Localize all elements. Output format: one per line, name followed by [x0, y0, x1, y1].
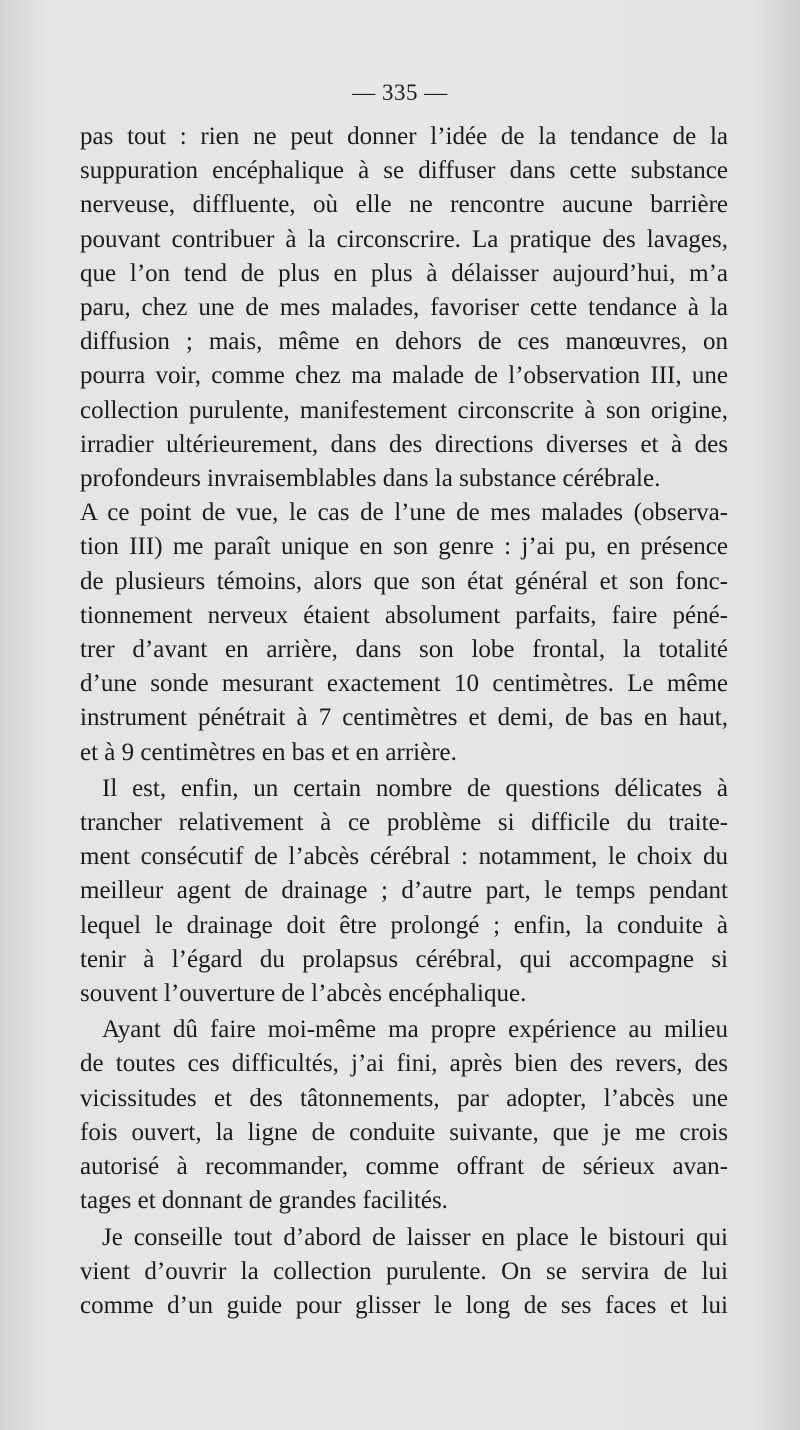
text-line: collection purulente, manifestement circonscrite à son origine,: [80, 396, 728, 424]
paragraph-2: [80, 772, 728, 1011]
text-line: comme d’un guide pour glisser le long de ses faces et lui: [80, 1291, 728, 1319]
text-line: vient d’ouvrir la collection purulente. On se servira de lui: [80, 1257, 728, 1285]
text-line: pouvant contribuer à la circonscrire. La pratique des lavages,: [80, 225, 728, 253]
text-line: souvent l’ouverture de l’abcès encéphalique.: [80, 980, 527, 1008]
text-line: suppuration encéphalique à se diffuser dans cette substance: [80, 157, 728, 185]
text-line: diffusion ; mais, même en dehors de ces manœuvres, on: [80, 328, 728, 356]
text-line: tionnement nerveux étaient absolument parfaits, faire péné-: [80, 601, 728, 629]
text-line: pourra voir, comme chez ma malade de l’observation III, une: [80, 362, 728, 390]
text-line: trer d’avant en arrière, dans son lobe frontal, la totalité: [80, 636, 728, 664]
text-line: pas tout : rien ne peut donner l’idée de la tendance de la: [80, 123, 728, 150]
text-line: fois ouvert, la ligne de conduite suivante, que je me crois: [80, 1118, 728, 1146]
text-line: lequel le drainage doit être prolongé ; enfin, la conduite à: [80, 911, 728, 939]
text-line: autorisé à recommander, comme offrant de sérieux avan-: [80, 1153, 728, 1181]
text-line: que l’on tend de plus en plus à délaisser aujourd’hui, m’a: [80, 259, 728, 287]
text-line: profondeurs invraisemblables dans la substance cérébrale.: [80, 465, 661, 493]
text-line: et à 9 centimètres en bas et en arrière.: [80, 738, 457, 766]
text-line: Il est, enfin, un certain nombre de questions délicates à: [102, 774, 728, 802]
text-line: nerveuse, diffluente, où elle ne rencontre aucune barrière: [80, 191, 728, 219]
text-line: ment consécutif de l’abcès cérébral : notamment, le choix du: [80, 843, 728, 871]
text-line: irradier ultérieurement, dans des directions diverses et à des: [80, 430, 728, 458]
page-number: — 335 —: [352, 80, 448, 105]
text-line: de plusieurs témoins, alors que son état général et son fonc-: [80, 567, 728, 595]
text-line: trancher relativement à ce problème si difficile du traite-: [80, 809, 728, 837]
text-line: tion III) me paraît unique en son genre : j’ai pu, en présence: [80, 533, 728, 561]
paragraph-1: [80, 120, 728, 770]
text-line: vicissitudes et des tâtonnements, par adopter, l’abcès une: [80, 1084, 728, 1112]
text-line: instrument pénétrait à 7 centimètres et demi, de bas en haut,: [80, 704, 728, 732]
body-text: [80, 120, 728, 1323]
paragraph-4: [80, 1221, 728, 1324]
text-line: de toutes ces difficultés, j’ai fini, après bien des revers, des: [80, 1050, 728, 1078]
text-line: Ayant dû faire moi-même ma propre expérience au milieu: [102, 1016, 728, 1044]
text-line: tenir à l’égard du prolapsus cérébral, qui accompagne si: [80, 945, 728, 973]
paragraph-3: [80, 1013, 728, 1218]
text-line: meilleur agent de drainage ; d’autre part, le temps pendant: [80, 877, 728, 905]
text-line: Je conseille tout d’abord de laisser en place le bistouri qui: [102, 1223, 728, 1251]
text-line: d’une sonde mesurant exactement 10 centimètres. Le même: [80, 670, 728, 698]
text-line: tages et donnant de grandes facilités.: [80, 1187, 448, 1215]
text-line: A ce point de vue, le cas de l’une de mes malades (observa-: [80, 499, 728, 527]
text-line: paru, chez une de mes malades, favoriser cette tendance à la: [80, 294, 728, 322]
